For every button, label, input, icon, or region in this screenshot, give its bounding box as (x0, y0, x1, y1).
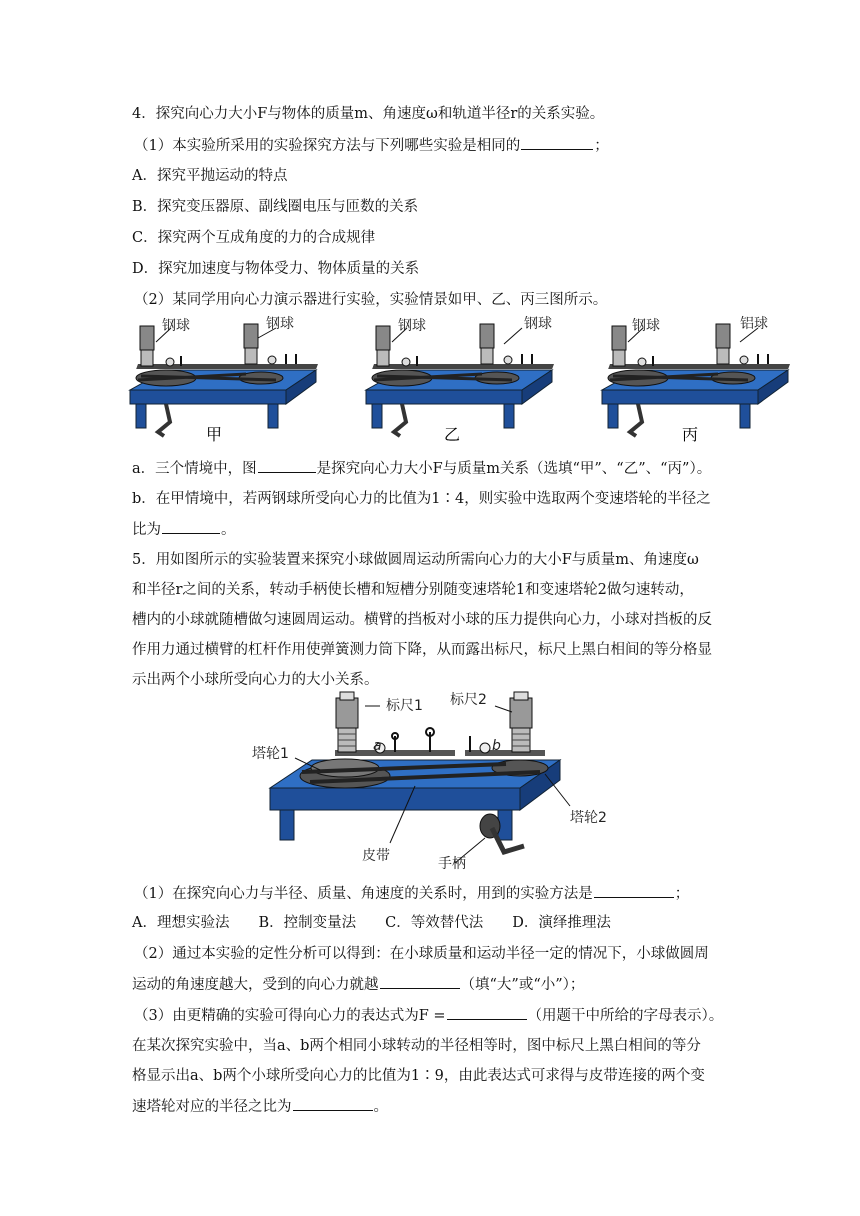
caption-yi: 乙 (444, 425, 461, 444)
q5-sub2-cont: 运动的角速度越大，受到的向心力就越 （填“大”或“小”）； (132, 974, 584, 995)
q4-option-b: B．探究变压器原、副线圈电压与匝数的关系 (132, 199, 419, 215)
jia-right-ball-label: 钢球 (266, 316, 294, 332)
ruler1-label: 标尺1 (386, 698, 423, 714)
q5-sub3: （3）由更精确的实验可得向心力的表达式为F = （用题干中所给的字母表示）。 (134, 1005, 723, 1026)
ball-b-label: b (492, 738, 501, 754)
q4-question-b: b．在甲情境中，若两钢球所受向心力的比值为1∶4，则实验中选取两个变速塔轮的半径之 (132, 491, 711, 507)
q5-line-2: 和半径r之间的关系，转动手柄使长槽和短槽分别随变速塔轮1和变速塔轮2做匀速转动， (132, 582, 694, 598)
q4-part1: （1）本实验所采用的实验探究方法与下列哪些实验是相同的 ； (134, 135, 609, 156)
q4-option-c: C．探究两个互成角度的力的合成规律 (132, 230, 376, 246)
answer-blank[interactable] (258, 458, 316, 473)
answer-blank[interactable] (594, 883, 674, 898)
q5-sub3-line4: 速塔轮对应的半径之比为 。 (132, 1096, 388, 1117)
q4-question-b-cont: 比为 。 (132, 519, 236, 540)
answer-blank[interactable] (162, 519, 220, 534)
jia-left-ball-label: 钢球 (162, 318, 190, 334)
q4-stem: 4．探究向心力大小F与物体的质量m、角速度ω和轨道半径r的关系实验。 (132, 106, 605, 122)
pulley1-label: 塔轮1 (252, 746, 289, 762)
pulley2-label: 塔轮2 (570, 810, 607, 826)
answer-blank[interactable] (447, 1005, 527, 1020)
q5-line-1: 5．用如图所示的实验装置来探究小球做圆周运动所需向心力的大小F与质量m、角速度ω (132, 552, 699, 568)
q5-sub3-line3: 格显示出a、b两个小球所受向心力的比值为1∶9，由此表达式可求得与皮带连接的两个变 (132, 1068, 705, 1084)
q5-sub2: （2）通过本实验的定性分析可以得到：在小球质量和运动半径一定的情况下，小球做圆周 (134, 946, 709, 962)
yi-left-ball-label: 钢球 (398, 318, 426, 334)
q5-sub3-line2: 在某次探究实验中，当a、b两个相同小球转动的半径相等时，图中标尺上黑白相间的等分 (132, 1038, 701, 1054)
figure-jia (130, 324, 318, 436)
figure-yi (366, 324, 554, 436)
ruler2-label: 标尺2 (450, 692, 487, 708)
caption-bing: 丙 (682, 425, 699, 444)
answer-blank[interactable] (380, 974, 460, 989)
belt-label: 皮带 (362, 848, 390, 864)
q4-option-a: A．探究平抛运动的特点 (132, 168, 288, 184)
q5-line-5: 示出两个小球所受向心力的大小关系。 (132, 672, 379, 688)
q4-part2: （2）某同学用向心力演示器进行实验，实验情景如甲、乙、丙三图所示。 (134, 292, 608, 308)
q5-figure (240, 688, 640, 873)
q4-figures (126, 312, 816, 447)
answer-blank[interactable] (521, 135, 593, 150)
q5-sub1-options: A．理想实验法 B．控制变量法 C．等效替代法 D．演绎推理法 (132, 915, 611, 931)
q5-line-4: 作用力通过横臂的杠杆作用使弹簧测力筒下降，从而露出标尺，标尺上黑白相间的等分格显 (132, 642, 712, 658)
caption-jia: 甲 (206, 425, 223, 444)
figure-bing (602, 324, 790, 436)
q5-line-3: 槽内的小球就随槽做匀速圆周运动。横臂的挡板对小球的压力提供向心力，小球对挡板的反 (132, 612, 712, 628)
answer-blank[interactable] (293, 1096, 373, 1111)
q5-sub1: （1）在探究向心力与半径、质量、角速度的关系时，用到的实验方法是 ； (134, 883, 689, 904)
bing-right-ball-label: 铝球 (740, 316, 768, 332)
q4-question-a: a．三个情境中，图 是探究向心力大小F与质量m关系（选填“甲”、“乙”、“丙”）。 (132, 458, 711, 479)
ball-a-label: a (373, 738, 382, 754)
q4-option-d: D．探究加速度与物体受力、物体质量的关系 (132, 261, 420, 277)
yi-right-ball-label: 钢球 (524, 316, 552, 332)
handle-label: 手柄 (438, 856, 466, 872)
bing-left-ball-label: 钢球 (632, 318, 660, 334)
